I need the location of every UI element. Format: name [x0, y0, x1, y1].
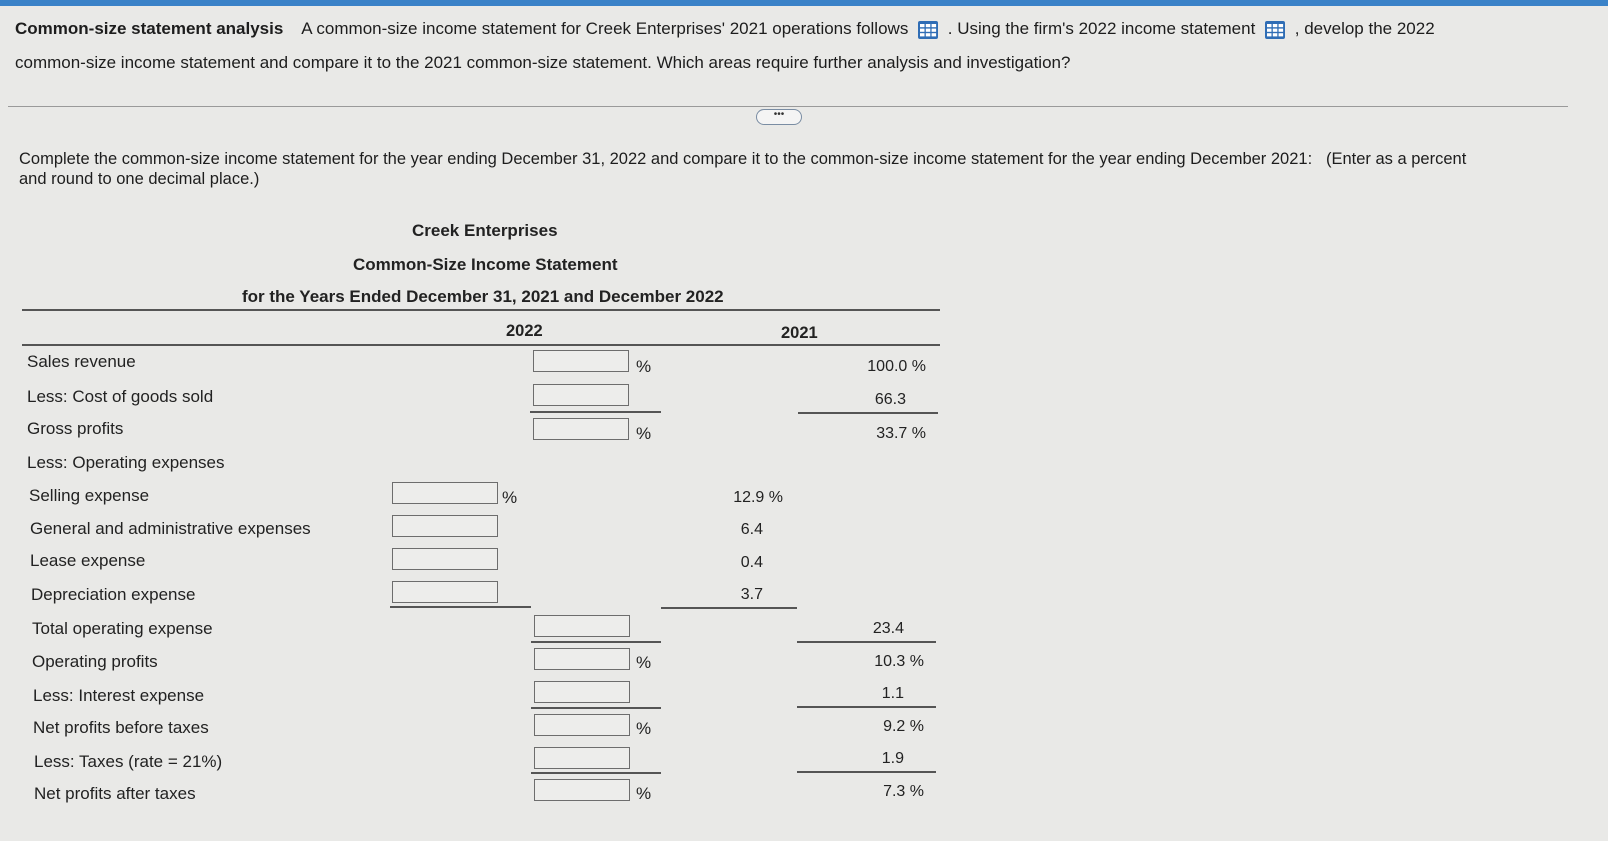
- row-label-taxes: Less: Taxes (rate = 21%): [34, 752, 223, 771]
- percent-sign: %: [502, 488, 518, 507]
- more-options-button[interactable]: •••: [756, 109, 802, 125]
- value-2021-ga: 6.4: [740, 521, 763, 538]
- value-2021-gross-profits: 33.7 %: [876, 425, 926, 442]
- subtotal-underline: [797, 771, 936, 773]
- row-label-cogs: Less: Cost of goods sold: [27, 387, 214, 406]
- value-2021-total-opex: 23.4: [872, 620, 904, 637]
- table-grid-icon[interactable]: [1264, 20, 1286, 40]
- percent-sign: %: [636, 784, 652, 803]
- row-label-total-opex: Total operating expense: [32, 619, 213, 638]
- question-text-part2: . Using the firm's 2022 income statement: [947, 19, 1256, 38]
- value-2021-cogs: 66.3: [874, 391, 906, 408]
- value-2021-operating-profits: 10.3 %: [874, 653, 924, 670]
- input-2022-npbt[interactable]: [534, 714, 630, 736]
- row-label-operating-expenses: Less: Operating expenses: [27, 453, 225, 472]
- subtotal-underline: [531, 772, 661, 774]
- section-divider: [8, 106, 1568, 107]
- subtotal-underline: [530, 411, 661, 413]
- question-text-part3: , develop the 2022: [1294, 19, 1435, 38]
- table-grid-icon[interactable]: [917, 20, 939, 40]
- row-label-operating-profits: Operating profits: [32, 652, 158, 671]
- input-2022-total-opex[interactable]: [534, 615, 630, 637]
- question-line-1: [15, 19, 1435, 40]
- value-2021-sales-revenue: 100.0 %: [867, 358, 926, 375]
- instructions-note: (Enter as a percent: [1325, 150, 1467, 168]
- input-2022-taxes[interactable]: [534, 747, 630, 769]
- header-rule-top: [22, 309, 940, 311]
- subtotal-underline: [797, 641, 936, 643]
- value-2021-taxes: 1.9: [881, 750, 904, 767]
- input-2022-lease[interactable]: [392, 548, 498, 570]
- value-2021-npat: 7.3 %: [883, 783, 924, 800]
- question-line-2: common-size income statement and compare it to the 2021 common-size statement. Which areas require further analysis and investigation?: [15, 53, 1071, 72]
- instructions-line-1: [19, 150, 1466, 169]
- subtotal-underline: [661, 607, 797, 609]
- question-text-part1: A common-size income statement for Creek Enterprises' 2021 operations follows: [301, 19, 909, 38]
- question-title: Common-size statement analysis: [15, 19, 284, 38]
- percent-sign: %: [636, 653, 652, 672]
- input-2022-gross-profits[interactable]: [533, 418, 629, 440]
- instructions-text: Complete the common-size income statement for the year ending December 31, 2022 and compare it to the common-size income statement for the year ending December 2021:: [19, 150, 1313, 168]
- row-label-gross-profits: Gross profits: [27, 419, 124, 438]
- top-accent-bar: [0, 0, 1608, 6]
- row-label-lease: Lease expense: [30, 551, 146, 570]
- subtotal-underline: [531, 641, 661, 643]
- column-header-2022: 2022: [506, 322, 543, 340]
- statement-period: for the Years Ended December 31, 2021 and December 2022: [242, 287, 724, 306]
- input-2022-sales-revenue[interactable]: [533, 350, 629, 372]
- subtotal-underline: [798, 412, 938, 414]
- subtotal-underline: [797, 706, 936, 708]
- row-label-npbt: Net profits before taxes: [33, 718, 209, 737]
- value-2021-lease: 0.4: [740, 554, 763, 571]
- percent-sign: %: [636, 719, 652, 738]
- row-label-sales-revenue: Sales revenue: [27, 352, 136, 371]
- row-label-npat: Net profits after taxes: [34, 784, 196, 803]
- value-2021-selling: 12.9 %: [733, 489, 783, 506]
- input-2022-npat[interactable]: [534, 779, 630, 801]
- subtotal-underline: [390, 606, 531, 608]
- header-rule-bottom: [22, 344, 940, 346]
- input-2022-operating-profits[interactable]: [534, 648, 630, 670]
- row-label-interest: Less: Interest expense: [33, 686, 205, 705]
- row-label-ga: General and administrative expenses: [30, 519, 311, 538]
- row-label-depreciation: Depreciation expense: [31, 585, 196, 604]
- input-2022-selling[interactable]: [392, 482, 498, 504]
- column-header-2021: 2021: [781, 324, 818, 342]
- subtotal-underline: [531, 707, 661, 709]
- percent-sign: %: [636, 357, 652, 376]
- input-2022-interest[interactable]: [534, 681, 630, 703]
- value-2021-interest: 1.1: [881, 685, 904, 702]
- value-2021-npbt: 9.2 %: [883, 718, 924, 735]
- row-label-selling: Selling expense: [29, 486, 150, 505]
- input-2022-ga[interactable]: [392, 515, 498, 537]
- percent-sign: %: [636, 424, 652, 443]
- input-2022-cogs[interactable]: [533, 384, 629, 406]
- instructions-line-2: and round to one decimal place.): [19, 170, 260, 188]
- company-name: Creek Enterprises: [412, 221, 558, 240]
- value-2021-depreciation: 3.7: [740, 586, 763, 603]
- statement-name: Common-Size Income Statement: [353, 255, 618, 274]
- input-2022-depreciation[interactable]: [392, 581, 498, 603]
